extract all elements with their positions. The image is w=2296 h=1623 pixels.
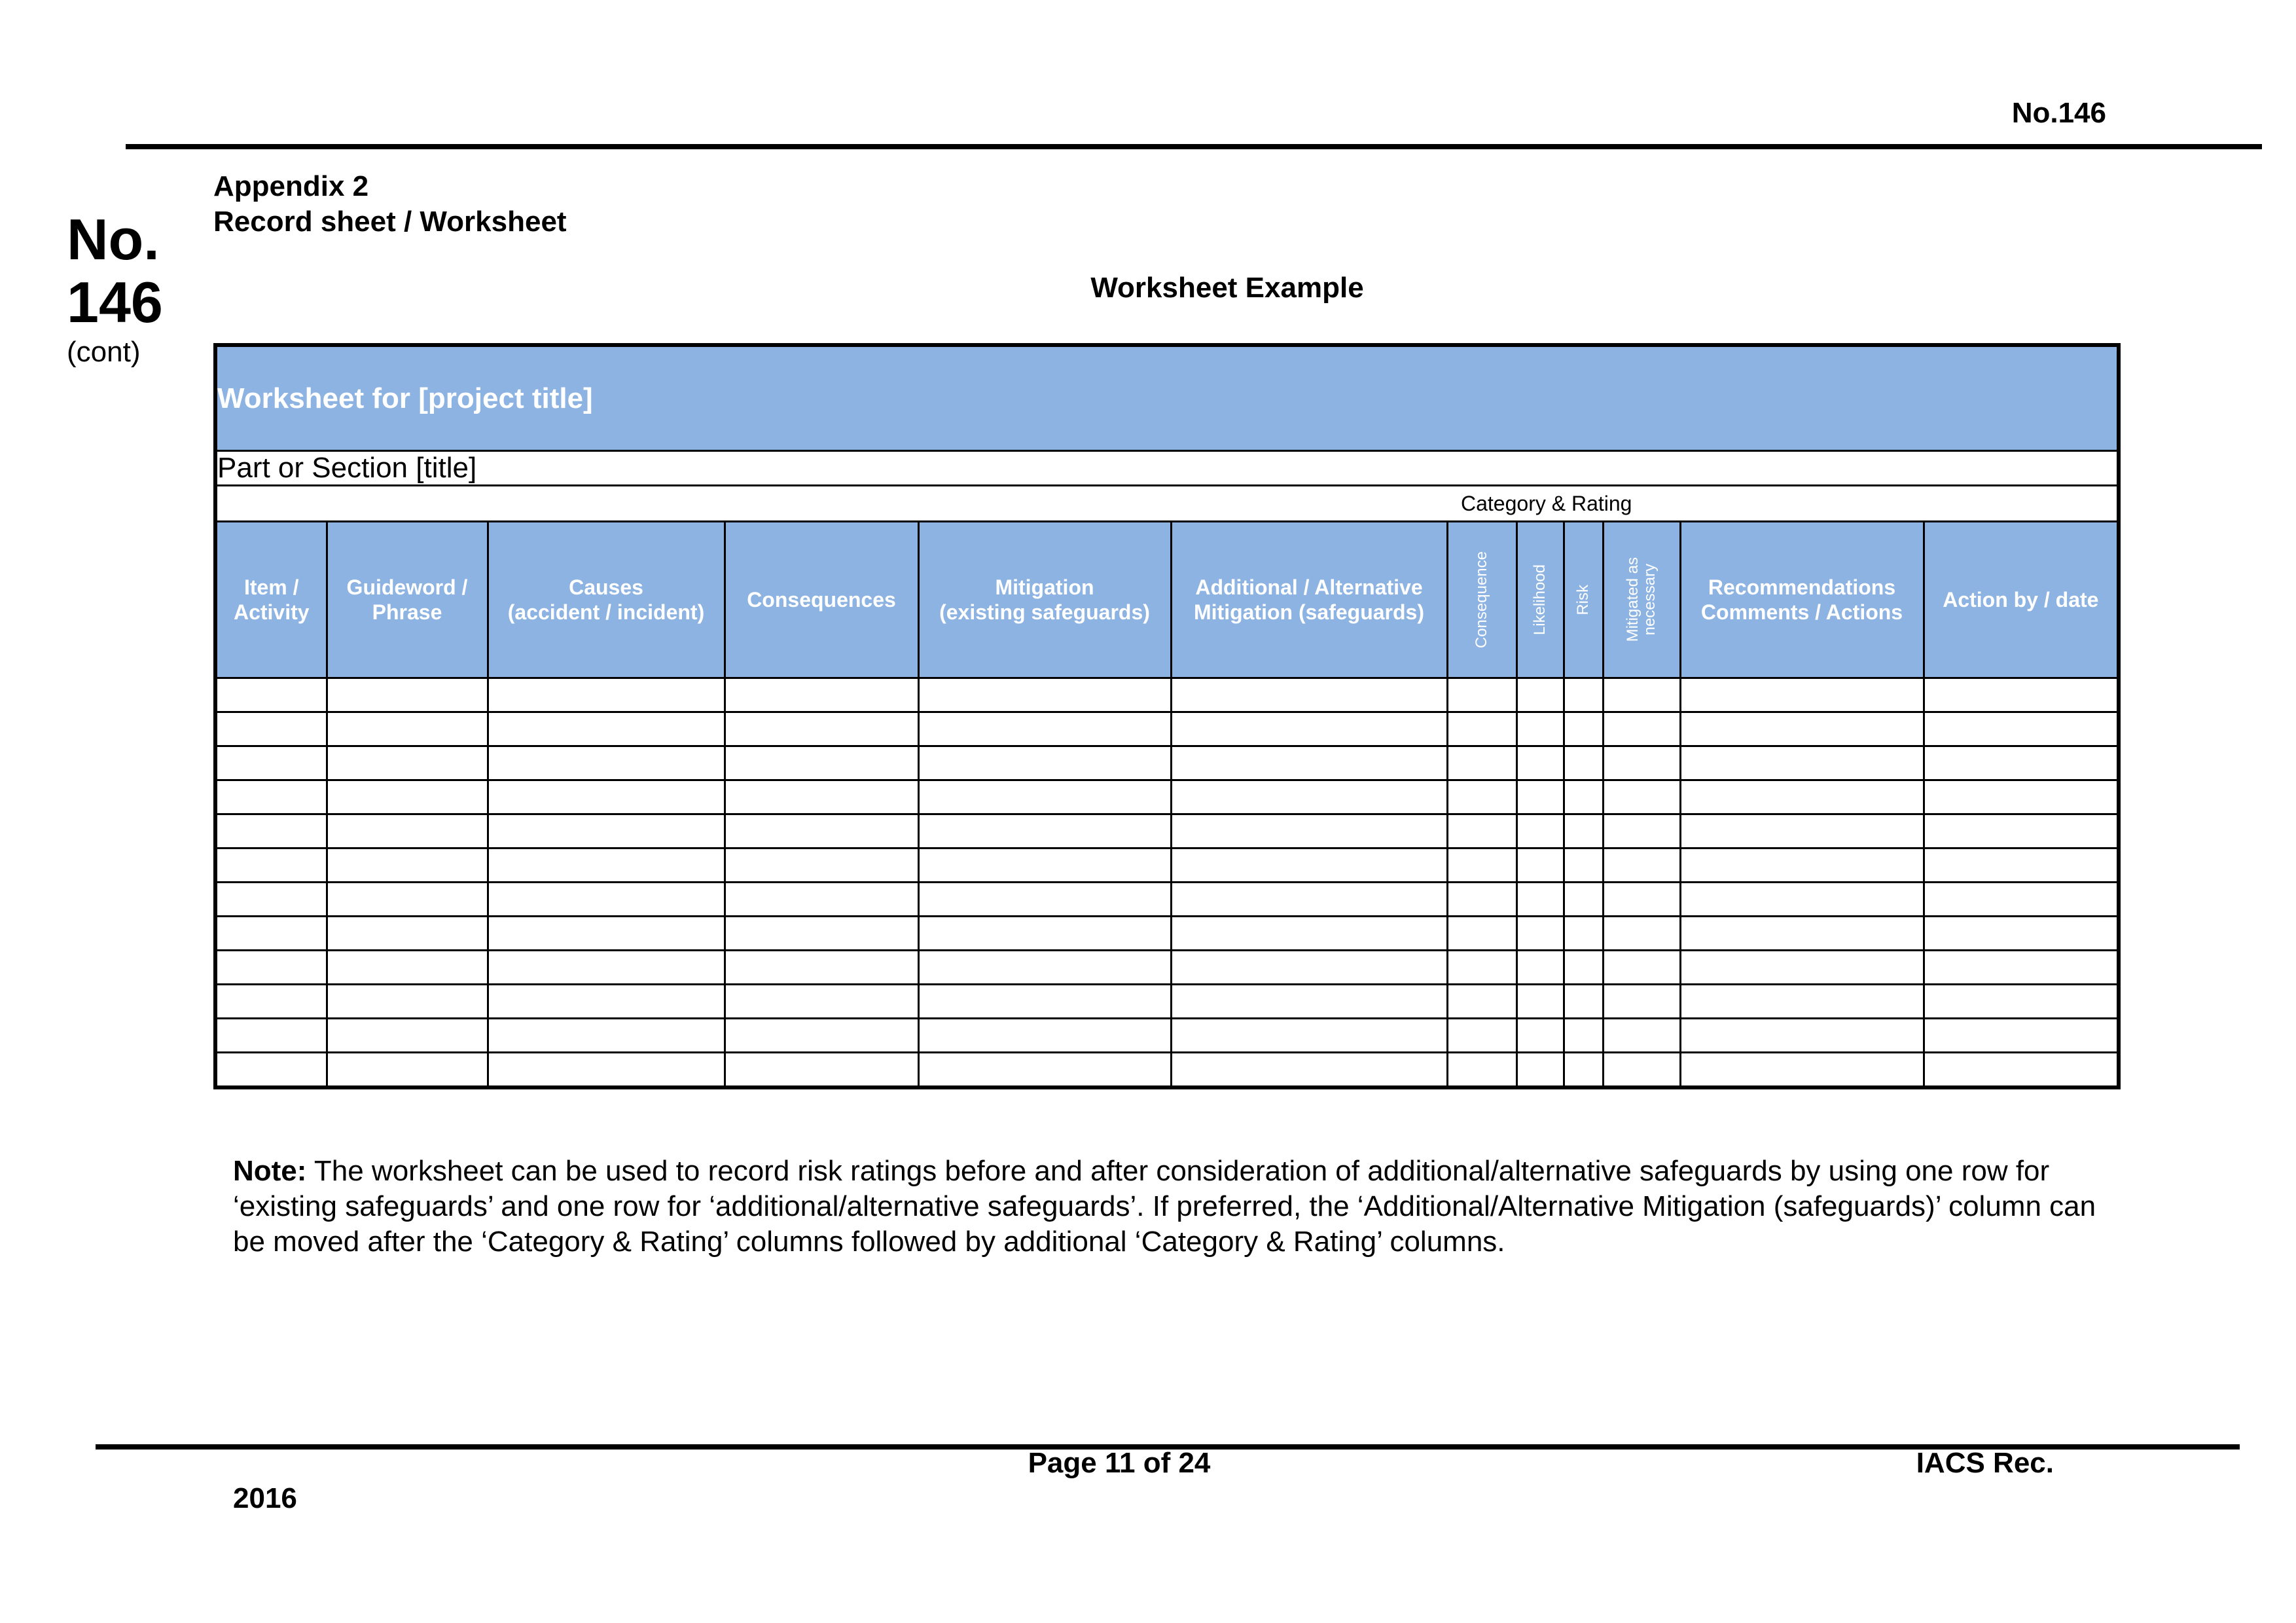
worksheet-example-title: Worksheet Example: [1090, 272, 1364, 304]
table-cell: [918, 917, 1171, 951]
table-cell: [488, 814, 725, 848]
appendix-subtitle: Record sheet / Worksheet: [213, 206, 567, 238]
table-cell: [488, 678, 725, 712]
table-cell: [327, 951, 488, 985]
table-cell: [1680, 985, 1924, 1019]
table-cell: [1680, 1053, 1924, 1088]
table-cell: [1564, 746, 1603, 780]
table-cell: [1447, 985, 1516, 1019]
table-cell: [725, 1019, 918, 1053]
table-cell: [1516, 678, 1564, 712]
column-header-6: [1447, 522, 1516, 678]
table-cell: [1680, 678, 1924, 712]
table-cell: [1564, 712, 1603, 746]
table-cell: [1447, 780, 1516, 814]
table-cell: [725, 985, 918, 1019]
side-no-value: 146: [67, 270, 163, 335]
table-cell: [725, 951, 918, 985]
table-cell: [1603, 678, 1680, 712]
table-cell: [327, 678, 488, 712]
column-header-0: Item / Activity: [215, 522, 327, 678]
side-document-number: [67, 208, 163, 334]
table-cell: [725, 712, 918, 746]
table-cell: [1516, 780, 1564, 814]
table-cell: [918, 712, 1171, 746]
table-cell: [1447, 746, 1516, 780]
table-cell: [1680, 883, 1924, 917]
table-cell: [1924, 1019, 2119, 1053]
table-cell: [1603, 848, 1680, 883]
footer-org: IACS Rec.: [1916, 1447, 2054, 1479]
table-cell: [725, 746, 918, 780]
table-cell: [1564, 1019, 1603, 1053]
table-cell: [1680, 746, 1924, 780]
table-cell: [327, 746, 488, 780]
table-cell: [1564, 951, 1603, 985]
table-cell: [327, 712, 488, 746]
table-cell: [1171, 746, 1447, 780]
column-header-label: Risk: [1574, 584, 1592, 615]
table-cell: [1924, 780, 2119, 814]
table-cell: [1603, 746, 1680, 780]
table-cell: [1171, 917, 1447, 951]
table-cell: [1447, 951, 1516, 985]
table-cell: [327, 985, 488, 1019]
column-header-label: Likelihood: [1531, 564, 1549, 636]
table-cell: [1516, 848, 1564, 883]
table-cell: [488, 712, 725, 746]
table-cell: [215, 917, 327, 951]
table-cell: [1603, 814, 1680, 848]
column-header-5: Additional / Alternative Mitigation (safeguards): [1171, 522, 1447, 678]
table-cell: [1924, 712, 2119, 746]
table-cell: [918, 848, 1171, 883]
table-cell: [1680, 848, 1924, 883]
table-row: [215, 746, 2119, 780]
table-cell: [1447, 814, 1516, 848]
side-cont-label: (cont): [67, 336, 141, 368]
table-cell: [1924, 883, 2119, 917]
table-cell: [327, 814, 488, 848]
table-cell: [488, 1019, 725, 1053]
table-cell: [918, 780, 1171, 814]
appendix-title: Appendix 2: [213, 170, 369, 202]
table-cell: [725, 814, 918, 848]
table-cell: [215, 780, 327, 814]
table-row: [215, 848, 2119, 883]
table-cell: [1447, 848, 1516, 883]
table-cell: [1516, 883, 1564, 917]
table-cell: [725, 917, 918, 951]
table-row: [215, 1019, 2119, 1053]
table-cell: [1171, 985, 1447, 1019]
note-label: Note:: [233, 1155, 307, 1187]
table-cell: [1924, 917, 2119, 951]
column-header-10: Recommendations Comments / Actions: [1680, 522, 1924, 678]
table-row: [215, 883, 2119, 917]
table-cell: [1603, 917, 1680, 951]
table-cell: [918, 814, 1171, 848]
column-header-4: Mitigation (existing safeguards): [918, 522, 1171, 678]
table-cell: [918, 746, 1171, 780]
column-header-label: Mitigated as necessary: [1624, 557, 1659, 642]
column-header-11: Action by / date: [1924, 522, 2119, 678]
table-cell: [1924, 848, 2119, 883]
table-cell: [918, 985, 1171, 1019]
table-cell: [327, 883, 488, 917]
table-cell: [1924, 951, 2119, 985]
table-cell: [1564, 780, 1603, 814]
footer-year: 2016: [233, 1482, 297, 1514]
column-header-label: Consequence: [1473, 551, 1490, 649]
table-cell: [488, 883, 725, 917]
table-row: [215, 917, 2119, 951]
table-cell: [215, 883, 327, 917]
table-cell: [1564, 883, 1603, 917]
table-cell: [1564, 848, 1603, 883]
worksheet-title: Worksheet for [project title]: [215, 345, 2119, 451]
table-cell: [1680, 712, 1924, 746]
table-cell: [1171, 1053, 1447, 1088]
table-cell: [1564, 985, 1603, 1019]
table-cell: [1564, 678, 1603, 712]
table-cell: [1680, 814, 1924, 848]
table-cell: [1603, 883, 1680, 917]
table-cell: [1516, 814, 1564, 848]
table-cell: [1680, 917, 1924, 951]
table-cell: [1516, 985, 1564, 1019]
note-text: The worksheet can be used to record risk ratings before and after consideration of additional/alternative safeguards by using one row for ‘existing safeguards’ and one row for ‘additional/alternative safeguards’. If preferred, the ‘Additional/Alternative Mitigation (safeguards)’ column can be moved after the ‘Category & Rating’ columns followed by additional ‘Category & Rating’ columns.: [233, 1155, 2096, 1258]
note-paragraph: [233, 1154, 2131, 1260]
table-cell: [725, 678, 918, 712]
table-cell: [1516, 917, 1564, 951]
table-row: [215, 1053, 2119, 1088]
table-cell: [215, 746, 327, 780]
table-cell: [1924, 1053, 2119, 1088]
table-cell: [488, 780, 725, 814]
table-cell: [1924, 678, 2119, 712]
table-cell: [1924, 985, 2119, 1019]
table-cell: [215, 985, 327, 1019]
table-cell: [1680, 951, 1924, 985]
table-cell: [1447, 712, 1516, 746]
table-cell: [1171, 1019, 1447, 1053]
table-cell: [725, 883, 918, 917]
table-cell: [725, 848, 918, 883]
worksheet-table: [213, 343, 2121, 1089]
table-cell: [918, 951, 1171, 985]
table-cell: [215, 1053, 327, 1088]
table-cell: [1603, 951, 1680, 985]
table-cell: [1516, 746, 1564, 780]
table-cell: [488, 917, 725, 951]
table-row: [215, 780, 2119, 814]
table-cell: [215, 814, 327, 848]
table-cell: [1516, 1053, 1564, 1088]
table-cell: [1516, 1019, 1564, 1053]
top-rule: [126, 144, 2262, 149]
table-cell: [1564, 917, 1603, 951]
table-cell: [918, 1019, 1171, 1053]
table-row: [215, 712, 2119, 746]
column-header-2: Causes (accident / incident): [488, 522, 725, 678]
table-cell: [327, 780, 488, 814]
table-cell: [1680, 1019, 1924, 1053]
column-header-3: Consequences: [725, 522, 918, 678]
table-cell: [1447, 678, 1516, 712]
table-cell: [327, 917, 488, 951]
column-header-row: [215, 522, 2119, 678]
category-rating-row: [215, 486, 2119, 522]
header-document-ref: No.146: [2011, 97, 2106, 129]
table-cell: [1447, 917, 1516, 951]
table-cell: [1171, 814, 1447, 848]
worksheet-body: [215, 678, 2119, 1088]
table-cell: [215, 848, 327, 883]
table-cell: [1171, 712, 1447, 746]
column-header-1: Guideword / Phrase: [327, 522, 488, 678]
table-cell: [327, 1019, 488, 1053]
table-cell: [1603, 1053, 1680, 1088]
table-cell: [1603, 985, 1680, 1019]
table-cell: [488, 746, 725, 780]
table-cell: [1564, 1053, 1603, 1088]
table-cell: [1171, 678, 1447, 712]
table-cell: [1447, 1019, 1516, 1053]
table-cell: [1924, 746, 2119, 780]
table-cell: [327, 1053, 488, 1088]
table-cell: [215, 678, 327, 712]
table-cell: [725, 780, 918, 814]
table-row: [215, 951, 2119, 985]
table-cell: [1171, 883, 1447, 917]
table-cell: [725, 1053, 918, 1088]
column-header-7: [1516, 522, 1564, 678]
table-cell: [215, 1019, 327, 1053]
category-rating-label: Category & Rating: [1461, 492, 1632, 515]
table-cell: [1603, 1019, 1680, 1053]
part-section-title: Part or Section [title]: [215, 451, 2119, 486]
table-cell: [1603, 712, 1680, 746]
table-cell: [1680, 780, 1924, 814]
table-cell: [918, 678, 1171, 712]
table-cell: [1171, 848, 1447, 883]
table-cell: [1447, 1053, 1516, 1088]
table-row: [215, 985, 2119, 1019]
table-cell: [1447, 883, 1516, 917]
table-cell: [1516, 712, 1564, 746]
table-cell: [488, 848, 725, 883]
side-no-label: No.: [67, 207, 160, 272]
table-cell: [1171, 780, 1447, 814]
table-cell: [488, 1053, 725, 1088]
table-row: [215, 678, 2119, 712]
table-cell: [1603, 780, 1680, 814]
table-cell: [488, 985, 725, 1019]
table-cell: [1171, 951, 1447, 985]
table-cell: [918, 1053, 1171, 1088]
table-cell: [215, 951, 327, 985]
table-cell: [1924, 814, 2119, 848]
column-header-9: [1603, 522, 1680, 678]
table-cell: [488, 951, 725, 985]
table-cell: [918, 883, 1171, 917]
table-cell: [1564, 814, 1603, 848]
table-row: [215, 814, 2119, 848]
table-cell: [1516, 951, 1564, 985]
table-cell: [327, 848, 488, 883]
column-header-8: [1564, 522, 1603, 678]
appendix-heading: [213, 169, 567, 240]
page-number: Page 11 of 24: [1028, 1447, 1211, 1479]
table-cell: [215, 712, 327, 746]
